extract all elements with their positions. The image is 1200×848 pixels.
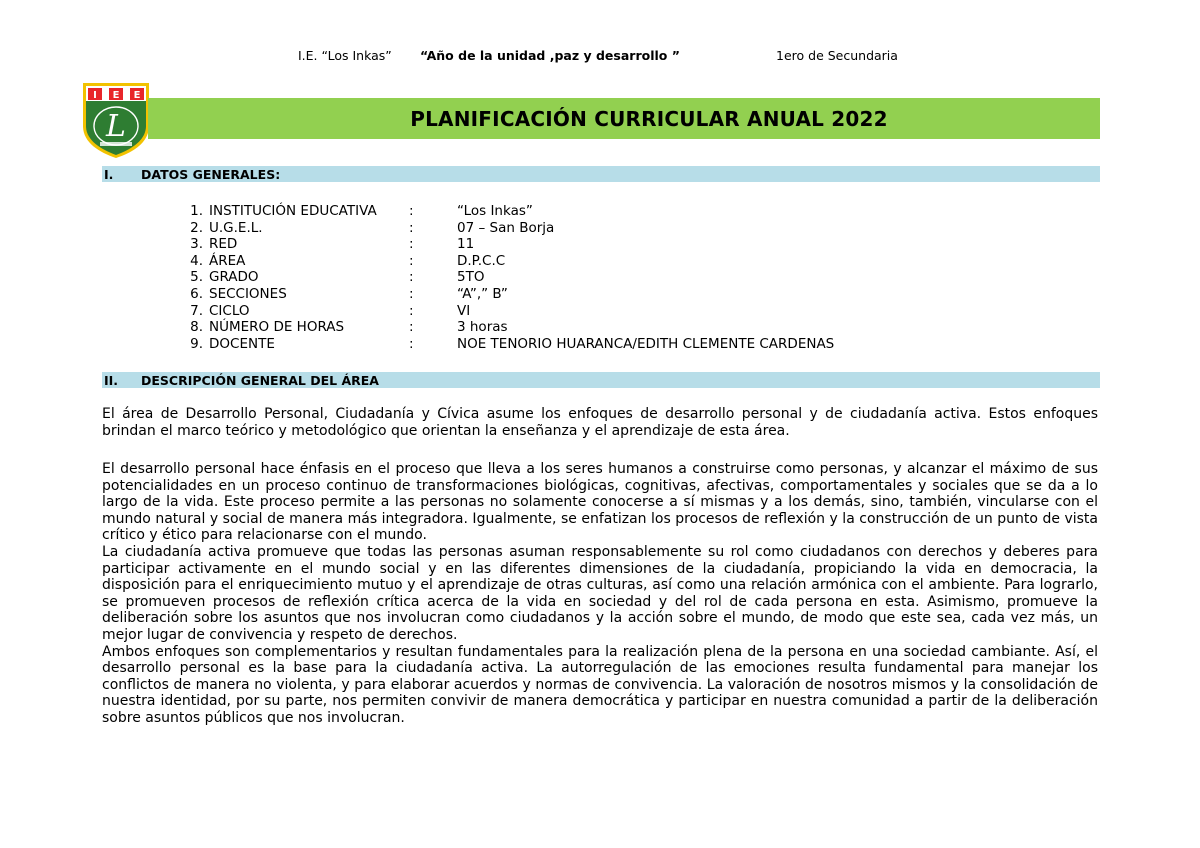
item-value: D.P.C.C: [457, 252, 506, 269]
personal-development-paragraph: El desarrollo personal hace énfasis en el proceso que lleva a los seres humanos a construirse como personas, y alcanzar el máximo de sus potencialidades en un proceso continuo de transformaciones biológicas, cognitivas, afectivas, comportamentales y sociales que se da a lo largo de la vida. Este proceso permite a las personas no solamente conocerse a sí mismas y a los demás, sino, también, vincularse con el mundo natural y social de manera más integradora. Igualmente, se enfatizan los procesos de reflexión y la construcción de un punto de vista crítico y ético para relacionarse con el mundo.: [102, 461, 1098, 544]
item-label: DOCENTE: [209, 335, 275, 352]
school-name: I.E. “Los Inkas”: [298, 48, 392, 63]
list-item: [170, 269, 834, 286]
item-value: 5TO: [457, 269, 485, 286]
item-value: VI: [457, 302, 471, 319]
item-number: 5.: [190, 269, 203, 286]
item-value: “Los Inkas”: [457, 203, 533, 219]
logo-letter-2: E: [112, 90, 120, 101]
item-value: NOE TENORIO HUARANCA/EDITH CLEMENTE CARDENAS: [457, 335, 835, 352]
list-item: [170, 286, 834, 303]
item-colon: :: [409, 236, 414, 253]
item-label: U.G.E.L.: [209, 219, 263, 236]
logo-letter-3: E: [133, 90, 141, 101]
grade-label: 1ero de Secundaria: [776, 48, 898, 63]
list-item: [170, 319, 834, 336]
section-number: II.: [104, 372, 119, 388]
item-label: INSTITUCIÓN EDUCATIVA: [209, 203, 377, 219]
item-number: 9.: [190, 335, 203, 352]
item-value: 07 – San Borja: [457, 219, 555, 236]
item-number: 2.: [190, 219, 203, 236]
item-number: 3.: [190, 236, 203, 253]
year-motto: “Año de la unidad ,paz y desarrollo ”: [420, 48, 680, 63]
item-colon: :: [409, 203, 414, 219]
item-number: 4.: [190, 252, 203, 269]
active-citizenship-paragraph: La ciudadanía activa promueve que todas las personas asuman responsablemente su rol como ciudadanos con derechos y deberes para participar activamente en el mundo social y en las diferentes dimensiones de la ciudadanía, propiciando la vida en democracia, la disposición para el enriquecimiento mutuo y el aprendizaje de otras culturas, así como una relación armónica con el ambiente. Para lograrlo, se promueven procesos de reflexión crítica acerca de la vida en sociedad y del rol de cada persona en esta. Asimismo, promueve la deliberación sobre los asuntos que nos involucran como ciudadanos y la acción sobre el mundo, de modo que este sea, cada vez más, un mejor lugar de convivencia y respeto de derechos.: [102, 543, 1098, 643]
section-general-header: [102, 166, 1100, 182]
complementary-approaches-paragraph: Ambos enfoques son complementarios y resultan fundamentales para la realización plena de la persona en una sociedad cambiante. Así, el desarrollo personal es la base para la ciudadanía activa. La autorregulación de las emociones resulta fundamental para manejar los conflictos de manera no violenta, y para elaborar acuerdos y normas de convivencia. La valoración de nosotros mismos y la consolidación de nuestra identidad, por su parte, nos permiten convivir de manera democrática y participar en nuestra comunidad a partir de la deliberación sobre asuntos públicos que nos involucran.: [102, 643, 1098, 726]
item-value: 11: [457, 236, 475, 253]
title-banner: [148, 98, 1100, 139]
item-label: RED: [209, 236, 238, 253]
item-value: “A”,” B”: [457, 285, 508, 302]
list-item: [170, 253, 834, 270]
item-colon: :: [409, 285, 414, 302]
list-item: [170, 220, 834, 237]
logo-monogram: L: [106, 109, 126, 144]
section-title: DATOS GENERALES:: [141, 166, 281, 182]
school-logo: [80, 80, 152, 160]
item-label: SECCIONES: [209, 285, 287, 302]
item-label: NÚMERO DE HORAS: [209, 319, 345, 336]
logo-letter-1: I: [93, 90, 97, 101]
shield-icon: [80, 80, 152, 160]
description-paragraph-block: [102, 461, 1098, 727]
intro-paragraph-block: [102, 406, 1098, 439]
section-title: DESCRIPCIÓN GENERAL DEL ÁREA: [141, 372, 379, 388]
item-colon: :: [409, 302, 414, 319]
list-item: [170, 203, 834, 220]
item-number: 6.: [190, 285, 203, 302]
section-number: I.: [104, 166, 114, 182]
item-colon: :: [409, 319, 414, 336]
page-title: PLANIFICACIÓN CURRICULAR ANUAL 2022: [410, 106, 888, 131]
list-item: [170, 236, 834, 253]
item-number: 8.: [190, 319, 203, 336]
item-colon: :: [409, 335, 414, 352]
intro-paragraph: El área de Desarrollo Personal, Ciudadanía y Cívica asume los enfoques de desarrollo personal y de ciudadanía activa. Estos enfoques brindan el marco teórico y metodológico que orientan la enseñanza y el aprendizaje de esta área.: [102, 406, 1098, 439]
item-colon: :: [409, 269, 414, 286]
document-header: [0, 48, 1200, 66]
item-label: GRADO: [209, 269, 259, 286]
item-label: ÁREA: [209, 252, 246, 269]
item-label: CICLO: [209, 302, 250, 319]
item-value: 3 horas: [457, 319, 508, 336]
item-colon: :: [409, 219, 414, 236]
section-description-header: [102, 372, 1100, 388]
list-item: [170, 303, 834, 320]
item-number: 1.: [190, 203, 203, 219]
item-colon: :: [409, 252, 414, 269]
list-item: [170, 336, 834, 353]
item-number: 7.: [190, 302, 203, 319]
general-data-list: [170, 203, 834, 352]
